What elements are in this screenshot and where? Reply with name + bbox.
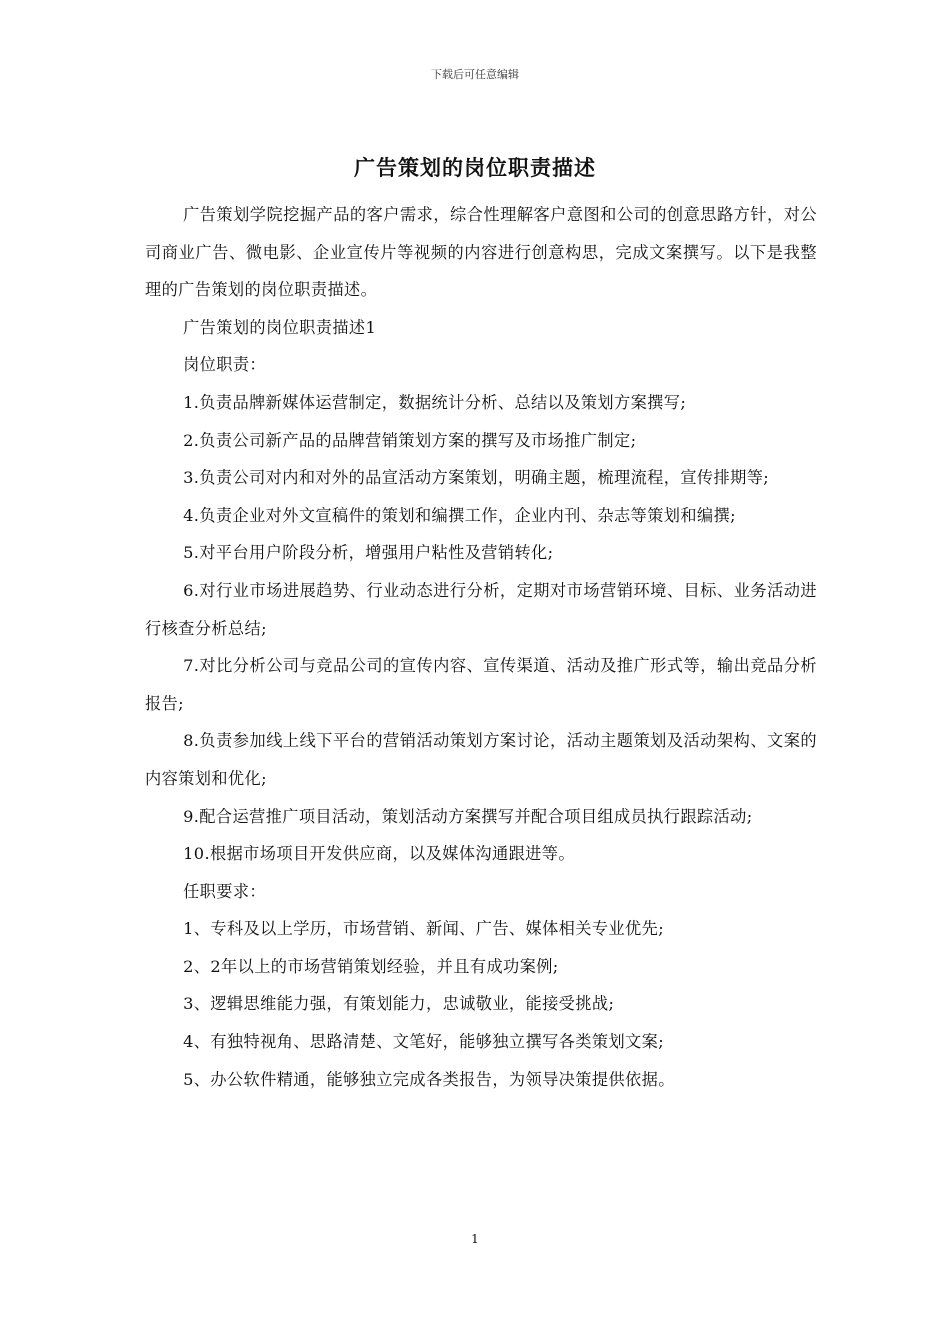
duty-item: 9.配合运营推广项目活动，策划活动方案撰写并配合项目组成员执行跟踪活动; — [183, 806, 753, 826]
document-body — [145, 196, 817, 1098]
duty-item: 1.负责品牌新媒体运营制定，数据统计分析、总结以及策划方案撰写; — [183, 392, 687, 412]
subsection-heading: 任职要求： — [183, 881, 266, 901]
duty-item: 8.负责参加线上线下平台的营销活动策划方案讨论，活动主题策划及活动架构、文案的内容策划和优化; — [145, 731, 817, 788]
duty-item: 10.根据市场项目开发供应商，以及媒体沟通跟进等。 — [183, 844, 575, 864]
section-heading: 广告策划的岗位职责描述1 — [183, 317, 377, 337]
intro-paragraph: 广告策划学院挖掘产品的客户需求，综合性理解客户意图和公司的创意思路方针，对公司商业广告、微电影、企业宣传片等视频的内容进行创意构思，完成文案撰写。以下是我整理的广告策划的岗位职责描述。 — [145, 205, 817, 300]
requirement-item: 1、专科及以上学历，市场营销、新闻、广告、媒体相关专业优先; — [183, 919, 665, 939]
duty-item: 3.负责公司对内和对外的品宣活动方案策划，明确主题，梳理流程，宣传排期等; — [183, 468, 770, 488]
requirement-item: 4、有独特视角、思路清楚、文笔好，能够独立撰写各类策划文案; — [183, 1032, 665, 1052]
page-number: 1 — [471, 1232, 479, 1246]
subsection-heading: 岗位职责： — [183, 355, 266, 375]
requirement-item: 3、逻辑思维能力强，有策划能力，忠诚敬业，能接受挑战; — [183, 994, 615, 1014]
duty-item: 6.对行业市场进展趋势、行业动态进行分析，定期对市场营销环境、目标、业务活动进行核查分析总结; — [145, 580, 817, 638]
duty-item: 7.对比分析公司与竞品公司的宣传内容、宣传渠道、活动及推广形式等，输出竞品分析报告; — [145, 656, 817, 713]
duty-item: 4.负责企业对外文宣稿件的策划和编撰工作，企业内刊、杂志等策划和编撰; — [183, 505, 736, 525]
duty-item: 2.负责公司新产品的品牌营销策划方案的撰写及市场推广制定; — [183, 430, 637, 450]
document-title: 广告策划的岗位职责描述 — [354, 156, 596, 180]
page-header: 下载后可任意编辑 — [431, 68, 519, 81]
requirement-item: 5、办公软件精通，能够独立完成各类报告，为领导决策提供依据。 — [183, 1069, 675, 1089]
requirement-item: 2、2年以上的市场营销策划经验，并且有成功案例; — [183, 956, 559, 976]
duty-item: 5.对平台用户阶段分析，增强用户粘性及营销转化; — [183, 543, 554, 563]
